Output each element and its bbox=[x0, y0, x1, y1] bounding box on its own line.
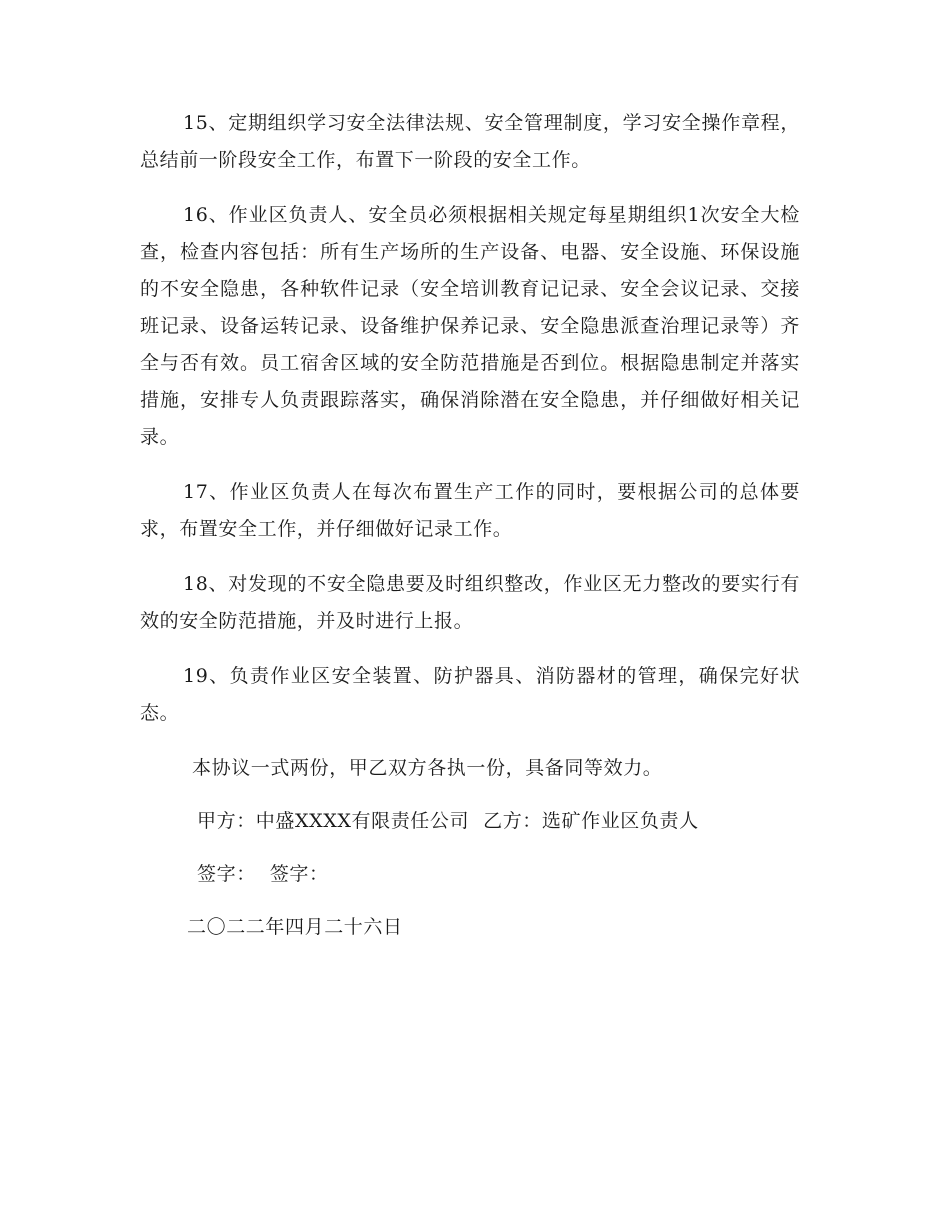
clause-19: 19、负责作业区安全装置、防护器具、消防器材的管理，确保完好状态。 bbox=[140, 665, 800, 724]
clause-16: 16、作业区负责人、安全员必须根据相关规定每星期组织1次安全大检查，检查内容包括：所有生产场所的生产设备、电器、安全设施、环保设施的不安全隐患，各种软件记录（安全培训教育记记录、安全会议记录、交接班记录、设备运转记录、设备维护保养记录、安全隐患派查治理记录等）齐全与否有效。员工宿舍区域的安全防范措施是否到位。根据隐患制定并落实措施，安排专人负责跟踪落实，确保消除潜在安全隐患，并仔细做好相关记录。 bbox=[140, 204, 800, 448]
document-date: 二〇二二年四月二十六日 bbox=[187, 916, 403, 938]
party-b: 乙方：选矿作业区负责人 bbox=[483, 810, 699, 832]
clause-18: 18、对发现的不安全隐患要及时组织整改，作业区无力整改的要实行有效的安全防范措施，并及时进行上报。 bbox=[140, 573, 800, 632]
signature-a: 签字： bbox=[197, 863, 256, 885]
parties-line bbox=[140, 803, 800, 840]
agreement-note: 本协议一式两份，甲乙双方各执一份，具备同等效力。 bbox=[192, 757, 663, 779]
document-body bbox=[140, 105, 800, 962]
signature-line bbox=[140, 856, 800, 893]
party-a: 甲方：中盛XXXX有限责任公司 bbox=[197, 810, 470, 832]
clause-15: 15、定期组织学习安全法律法规、安全管理制度，学习安全操作章程，总结前一阶段安全工作，布置下一阶段的安全工作。 bbox=[140, 112, 800, 171]
clause-17: 17、作业区负责人在每次布置生产工作的同时，要根据公司的总体要求，布置安全工作，并仔细做好记录工作。 bbox=[140, 481, 800, 540]
signature-b: 签字： bbox=[269, 863, 329, 885]
